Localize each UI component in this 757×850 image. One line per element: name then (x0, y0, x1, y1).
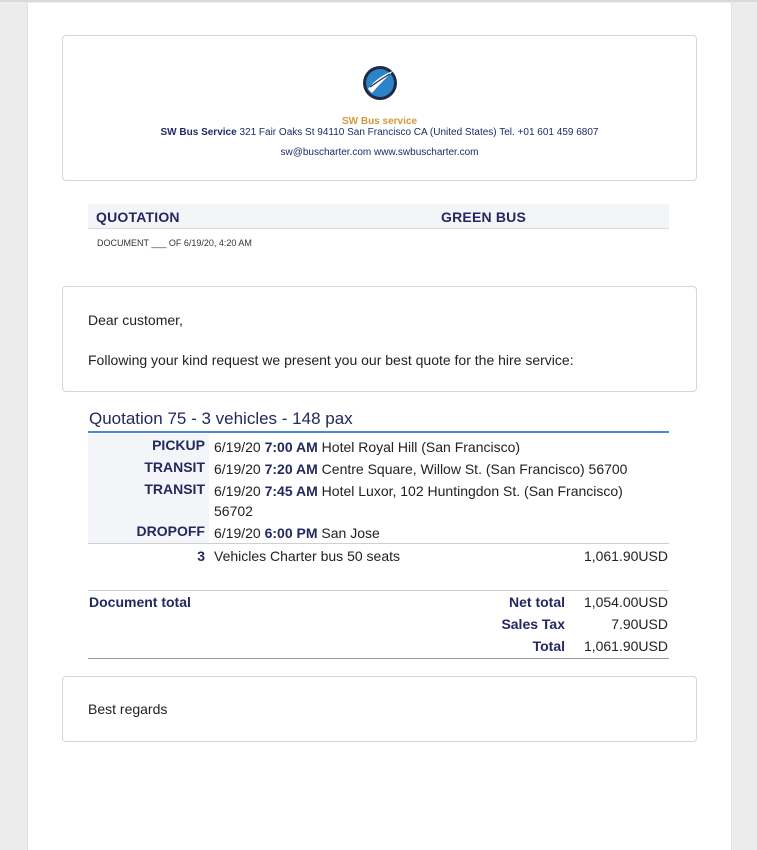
stop-value: 6/19/20 6:00 PM San Jose (214, 525, 380, 541)
heading-underline (88, 431, 669, 433)
doc-subtitle: GREEN BUS (441, 209, 527, 225)
bus-logo-icon (360, 63, 400, 103)
total-row (408, 638, 669, 658)
address-text: 321 Fair Oaks St 94110 San Francisco CA (United States) Tel. +01 601 459 6807 (239, 127, 599, 138)
greeting-body: Following your kind request we present you our best quote for the hire service: (88, 352, 574, 368)
company-address (63, 123, 696, 163)
sales-tax-label: Sales Tax (501, 616, 565, 632)
stop-value: 6/19/20 7:45 AM Hotel Luxor, 102 Huntingdon St. (San Francisco) 56702 (214, 483, 623, 519)
stop-label: TRANSIT (144, 481, 205, 497)
quotation-heading: Quotation 75 - 3 vehicles - 148 pax (89, 409, 353, 428)
title-band (88, 204, 669, 229)
doc-title: QUOTATION (96, 209, 180, 225)
stop-label: TRANSIT (144, 459, 205, 475)
divider (88, 590, 669, 591)
total-label: Total (532, 638, 565, 654)
sales-tax-row (408, 616, 669, 636)
sales-tax-value: 7.90USD (611, 616, 668, 632)
greeting-box (62, 286, 697, 392)
divider (88, 543, 669, 544)
vehicle-qty: 3 (197, 548, 205, 564)
closing-text: Best regards (88, 701, 168, 717)
top-border (0, 0, 757, 2)
closing-box (62, 676, 697, 742)
net-total-row (408, 594, 669, 614)
doc-meta: DOCUMENT ___ OF 6/19/20, 4:20 AM (97, 238, 252, 248)
net-total-value: 1,054.00USD (583, 594, 668, 610)
document-page (27, 3, 732, 850)
logo-caption: SW Bus service (341, 116, 418, 127)
stop-value: 6/19/20 7:00 AM Hotel Royal Hill (San Francisco) (214, 439, 521, 455)
stop-label: PICKUP (152, 437, 205, 453)
contact-text: sw@buscharter.com www.swbuscharter.com (280, 147, 479, 158)
company-name: SW Bus Service (160, 127, 237, 138)
net-total-label: Net total (509, 594, 565, 610)
vehicle-description: Vehicles Charter bus 50 seats (214, 548, 400, 564)
salutation: Dear customer, (88, 312, 183, 328)
stop-label: DROPOFF (136, 523, 205, 539)
document-total-label: Document total (89, 594, 191, 610)
divider (88, 658, 669, 659)
stop-value: 6/19/20 7:20 AM Centre Square, Willow St. (San Francisco) 56700 (214, 461, 628, 477)
company-logo (63, 63, 696, 108)
total-value: 1,061.90USD (583, 638, 668, 654)
company-header (62, 35, 697, 181)
vehicle-price: 1,061.90USD (583, 548, 668, 564)
